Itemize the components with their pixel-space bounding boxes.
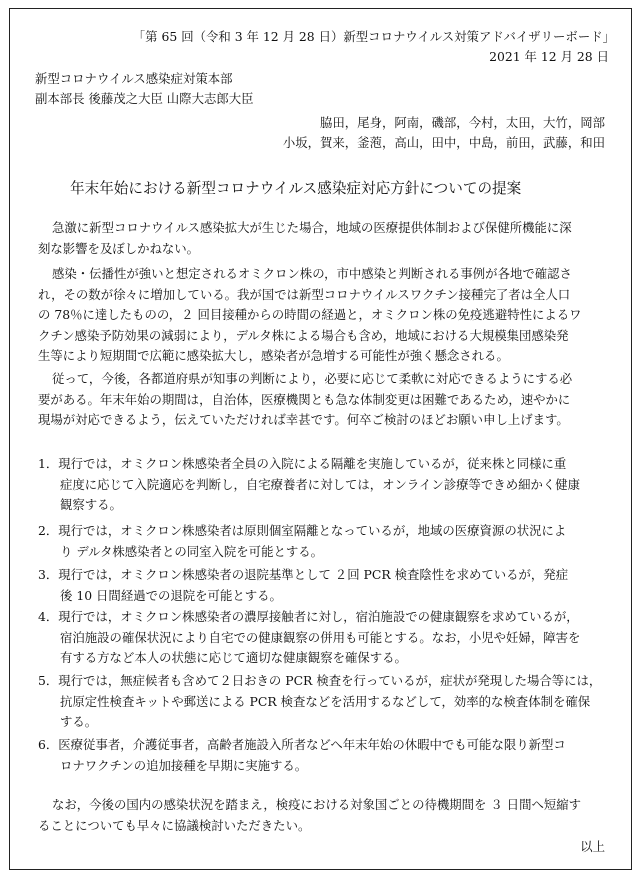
- authors-line-1: 脇田，尾身，阿南，磯部，今村，太田，大竹，岡部: [320, 115, 605, 130]
- end-mark: 以上: [580, 839, 605, 854]
- intro-3-row-1: 従って，今後，各都道府県が知事の判断により，必要に応じて柔軟に対応できるようにする必: [52, 371, 573, 386]
- addressee-line-1: 新型コロナウイルス感染症対策本部: [35, 71, 233, 86]
- meeting-header: 「第 65 回（令和 3 年 12 月 28 日）新型コロナウイルス対策アドバイザリーボード」: [132, 29, 615, 44]
- proposal-item-3: [38, 565, 620, 606]
- intro-2-row-4: クチン感染予防効果の減弱により，デルタ株による場合も含め，地域における大規模集団感染発: [38, 327, 569, 343]
- item-6-row-1: 6．医療従事者，介護従事者，高齢者施設入所者などへ年末年始の休暇中でも可能な限り新型コ: [38, 737, 566, 752]
- item-5-row-3: する。: [60, 714, 98, 729]
- intro-1-row-1: 急激に新型コロナウイルス感染拡大が生じた場合，地域の医療提供体制および保健所機能に深: [52, 220, 572, 235]
- intro-paragraph-3: [38, 369, 616, 431]
- intro-3-row-3: 現場が対応できるよう，伝えていただければ幸甚です。何卒ご検討のほどお願い申し上げます。: [38, 412, 569, 427]
- item-4-row-1: 4．現行では，オミクロン株感染者の濃厚接触者に対し，宿泊施設での健康観察を求めているが，: [38, 609, 579, 624]
- proposal-item-6: [38, 735, 620, 776]
- item-4-row-3: 有する方など本人の状態に応じて適切な健康観察を確保する。: [60, 650, 407, 665]
- item-6-row-2: ロナワクチンの追加接種を早期に実施する。: [60, 757, 308, 773]
- intro-2-row-1: 感染・伝播性が強いと想定されるオミクロン株の，市中感染と判断される事例が各地で確認さ: [52, 266, 572, 281]
- intro-paragraph-2: [38, 264, 616, 367]
- intro-2-row-5: 生等により短期間で広範に感染拡大し，感染者が急増する可能性が強く懸念される。: [38, 348, 509, 363]
- intro-2-row-3: の 78％に達したものの，２ 回目接種からの時間の経過と，オミクロン株の免疫逃避特性によるワ: [38, 307, 582, 322]
- proposal-item-5: [38, 671, 620, 733]
- closing-row-1: なお，今後の国内の感染状況を踏まえ，検疫における対象国ごとの待機期間を ３ 日間へ短縮す: [52, 797, 582, 812]
- item-2-row-2: り デルタ株感染者との同室入院を可能とする。: [60, 543, 324, 559]
- proposal-item-1: [38, 454, 620, 516]
- intro-1-row-2: 刻な影響を及ぼしかねない。: [38, 240, 200, 256]
- document-page: [9, 8, 632, 870]
- intro-paragraph-1: [38, 218, 616, 259]
- item-1-row-3: 観察する。: [60, 497, 122, 512]
- item-1-row-1: 1．現行では，オミクロン株感染者全員の入院による隔離を実施しているが，従来株と同様に重: [38, 456, 567, 471]
- item-4-row-2: 宿泊施設の確保状況により自宅での健康観察の併用も可能とする。なお，小児や妊婦，障害を: [60, 629, 581, 645]
- item-5-row-2: 抗原定性検査キットや郵送による PCR 検査などを活用するなどして，効率的な検査体制を確保: [60, 693, 591, 709]
- addressee-line-2: 副本部長 後藤茂之大臣 山際大志郎大臣: [35, 91, 254, 106]
- closing-paragraph: [38, 795, 616, 836]
- item-3-row-2: 後 10 日間経過での退院を可能とする。: [60, 587, 282, 603]
- closing-row-2: ることについても早々に協議検討いただきたい。: [38, 817, 311, 833]
- proposal-item-2: [38, 521, 620, 562]
- item-2-row-1: 2．現行では，オミクロン株感染者は原則個室隔離となっているが，地域の医療資源の状況によ: [38, 523, 567, 538]
- item-5-row-1: 5．現行では，無症候者も含めて２日おきの PCR 検査を行っているが，症状が発現した場合等には，: [38, 673, 602, 688]
- document-date: 2021 年 12 月 28 日: [489, 49, 609, 64]
- page-title: 年末年始における新型コロナウイルス感染症対応方針についての提案: [70, 180, 522, 197]
- item-1-row-2: 症度に応じて入院適応を判断し，自宅療養者に対しては，オンライン診療等できめ細かく健康: [60, 476, 581, 492]
- item-3-row-1: 3．現行では，オミクロン株感染者の退院基準として ２回 PCR 検査陰性を求めているが，発症: [38, 567, 569, 582]
- intro-3-row-2: 要がある。年末年始の期間は，自治体，医療機関とも急な体制変更は困難であるため，速やかに: [38, 391, 571, 407]
- intro-2-row-2: れ，その数が徐々に増加している。我が国では新型コロナウイルスワクチン接種完了者は全人口: [38, 286, 571, 302]
- authors-line-2: 小坂，賀来，釜萢，高山，田中，中島，前田，武藤，和田: [282, 135, 605, 150]
- proposal-item-4: [38, 607, 620, 669]
